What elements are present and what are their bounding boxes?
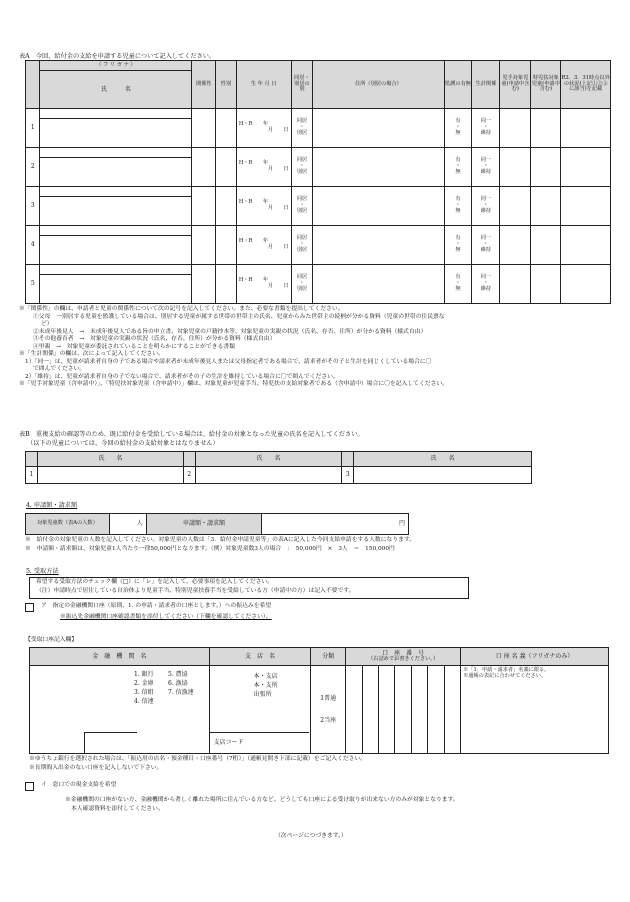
birth-field[interactable] (236, 109, 291, 148)
same-or-separate-field[interactable] (291, 187, 313, 226)
table-b-row-num-3: 3 (342, 467, 354, 484)
tokubetsu-header: 特児扶対象児童(申請中含む) (531, 61, 561, 109)
same-header: 同居・別居の別 (291, 61, 313, 109)
birth-field[interactable] (236, 226, 291, 265)
custody-header: 監護の有無 (444, 61, 472, 109)
monthday-label: 月 日 (267, 244, 289, 250)
yen-unit: 円 (398, 520, 405, 528)
bank-type-option[interactable]: 7. 信漁連 (168, 689, 194, 696)
r3-field[interactable] (561, 226, 611, 265)
note-line: 2）「維持」は、児童が請求者自身の子でない場合で、請求者がその子の生計を維持している場合に〇で囲んでください。 (25, 373, 339, 380)
note-line: ※「関係性」の欄は、申請者と児童の関係性について次の記号を記入してください。また、必要な書類を提出してください。 (19, 306, 344, 312)
table-b-subtitle: （以下の児童については、今回の給付金の支給対象とはなりません） (27, 440, 219, 447)
bank-section-title: 【受取口座記入欄】 (25, 637, 78, 643)
same-option: 同居 (296, 118, 308, 125)
bank-type-option[interactable]: 2. 金庫 (134, 680, 154, 687)
table-a-notes (19, 306, 448, 389)
jidou-field[interactable] (500, 187, 531, 226)
account-digit-7[interactable] (444, 666, 460, 754)
tokubetsu-field[interactable] (531, 187, 561, 226)
era-label: H・R (238, 277, 253, 284)
separate-option: 別居 (296, 168, 308, 175)
livelihood-dot: ・ (483, 280, 489, 287)
custody-yes: 有 (455, 274, 461, 281)
r3-field[interactable] (561, 265, 611, 304)
note-line: で囲んでください。 (33, 366, 86, 373)
custody-field[interactable] (444, 226, 472, 265)
address-field[interactable] (313, 226, 444, 265)
same-dot: ・ (299, 280, 305, 287)
monthday-label: 月 日 (267, 166, 289, 172)
tokubetsu-field[interactable] (531, 109, 561, 148)
account-type-1: 1普通 (320, 695, 337, 702)
bank-type-option[interactable]: 3. 信組 (134, 689, 154, 696)
table-a-row (26, 265, 611, 275)
livelihood-support: 維持 (480, 168, 492, 175)
custody-dot: ・ (455, 163, 461, 170)
child-count-field[interactable] (109, 514, 146, 535)
livelihood-same: 同一 (480, 274, 492, 281)
bank-note-2: ※長期間入出金のない口座を記入しないで下さい。 (29, 765, 163, 771)
year-label: 年 (262, 199, 269, 206)
address-field[interactable] (313, 148, 444, 187)
table-b-name-header-1: 氏 名 (37, 452, 183, 467)
same-or-separate-field[interactable] (291, 226, 313, 265)
relation-field[interactable] (192, 148, 216, 187)
sex-field[interactable] (216, 265, 237, 304)
livelihood-dot: ・ (483, 124, 489, 131)
same-dot: ・ (299, 124, 305, 131)
table-b-name-field-2[interactable] (195, 467, 342, 484)
custody-yes: 有 (455, 118, 461, 125)
same-or-separate-field[interactable] (291, 265, 313, 304)
table-a-row (26, 148, 611, 158)
birth-field[interactable] (236, 187, 291, 226)
note-line: ③その他養育者 → 対象児童の実親の状況（氏名、存否、住所）が分かる資料（様式自由） (33, 336, 276, 343)
note-line: ④里親 → 対象児童が委託されていることを明らかにすることができる書類 (33, 343, 235, 350)
address-field[interactable] (313, 265, 444, 304)
same-option: 同居 (296, 157, 308, 164)
table-b-name-field-1[interactable] (37, 467, 183, 484)
note-line: ※「児手対象児童（含申請中）」、「特児扶対象児童（含申請中）」欄は、対象児童が児童手当、特児扶の支給対象者である（含申請中）場合に〇を記入してください。 (19, 381, 448, 388)
custody-dot: ・ (455, 202, 461, 209)
account-holder-header: 口 座 名 義（フリガナのみ） (461, 648, 609, 666)
child-count-label: 対象児童数（表Aの人数） (26, 514, 110, 535)
child-name-field[interactable] (40, 236, 192, 265)
livelihood-field[interactable] (472, 265, 500, 304)
address-field[interactable] (313, 109, 444, 148)
custody-yes: 有 (455, 157, 461, 164)
era-label: H・R (238, 238, 253, 245)
bank-table (29, 647, 609, 754)
type-header: 分類 (311, 648, 346, 666)
monthday-label: 月 日 (267, 127, 289, 133)
monthday-label: 月 日 (267, 205, 289, 211)
same-dot: ・ (299, 241, 305, 248)
year-label: 年 (262, 238, 269, 245)
note-line: ②未成年後見人 → 未成年後見人である旨の申立書、対象児童の戸籍抄本等、対象児童の実親の状況（氏名、存否、住所）が分かる資料（様式自由） (33, 328, 427, 335)
table-b-name-header-2: 氏 名 (195, 452, 342, 467)
account-digit-3[interactable] (379, 666, 395, 754)
branch-name-header: 支 店 名 (209, 648, 311, 666)
r3-field[interactable] (561, 109, 611, 148)
branch-code-label: 支店コード (213, 739, 244, 746)
account-type-2: 2当座 (320, 716, 337, 724)
table-a-title: 表A 今回、給付金の支給を申請する児童について記入してください。 (19, 53, 216, 60)
note-line: ど） (41, 321, 53, 328)
tokubetsu-field[interactable] (531, 265, 561, 304)
instruction-box (29, 577, 469, 599)
table-b (25, 451, 532, 484)
branch-type-option[interactable]: 本・支店 (253, 673, 278, 680)
custody-field[interactable] (444, 265, 472, 304)
same-option: 同居 (296, 196, 308, 203)
custody-dot: ・ (455, 280, 461, 287)
note-line: ※「生計関係」の欄は、次によって記入してください。 (19, 351, 164, 358)
livelihood-dot: ・ (483, 202, 489, 209)
instruction-line-1: 希望する受取方法のチェック欄（□）に「レ」を記入して、必要事項を記入してください。 (36, 579, 274, 585)
livelihood-support: 維持 (480, 285, 492, 292)
livelihood-dot: ・ (483, 163, 489, 170)
relation-header: 関係性 (192, 61, 216, 109)
furigana-field[interactable] (40, 265, 192, 275)
note-line: 1）「同一」は、児童が請求者自身の子である場合や請求者が未成年後見人または父母指定者である場合で、請求者がその子と生計を同じくしている場合に〇 (25, 358, 432, 365)
account-digit-5[interactable] (411, 666, 427, 754)
account-digit-4[interactable] (395, 666, 411, 754)
holder-note-2: ※通帳の表記に合わせてください。 (463, 672, 547, 679)
bank-note-1: ※ゆうちょ銀行を選択された場合は、「振込用の店名・預金種目・口座番号（7桁）」（通帳見開き下部に記載）をご記入ください。 (29, 756, 367, 762)
custody-field[interactable] (444, 109, 472, 148)
account-number-header (346, 648, 461, 666)
page-footer: （次ページにつづきます。） (275, 833, 347, 839)
account-digit-1[interactable] (346, 666, 362, 754)
custody-dot: ・ (455, 241, 461, 248)
livelihood-field[interactable] (472, 148, 500, 187)
tokubetsu-field[interactable] (531, 148, 561, 187)
sex-field[interactable] (216, 226, 237, 265)
furigana-field[interactable] (40, 187, 192, 197)
child-name-field[interactable] (40, 119, 192, 148)
year-label: 年 (262, 121, 269, 128)
table-b-title: 表B 重複支給の確認等のため、既に給付金を受給している場合は、給付金の対象となった児童の氏名を記入してください。 (19, 431, 364, 438)
option-i-checkbox[interactable] (25, 782, 34, 791)
address-field[interactable] (313, 187, 444, 226)
livelihood-header: 生計関係 (472, 61, 500, 109)
separate-option: 別居 (296, 285, 308, 292)
relation-field[interactable] (192, 187, 216, 226)
sex-header: 性別 (216, 61, 237, 109)
monthday-label: 月 日 (267, 283, 289, 289)
bank-type-option[interactable]: 6. 漁協 (168, 680, 188, 687)
sex-field[interactable] (216, 148, 237, 187)
account-number-label: 口 座 番 号 (382, 649, 425, 657)
jidou-field[interactable] (500, 109, 531, 148)
holder-note-1: ※「1．申請・請求者」名義に限る。 (463, 667, 550, 673)
amount-label: 申請額・請求額 (146, 514, 262, 535)
option-a-note: ※振込先金融機関口座確認書類を添付してください（下欄を確認してください）。 (60, 614, 272, 620)
livelihood-field[interactable] (472, 187, 500, 226)
livelihood-field[interactable] (472, 109, 500, 148)
person-unit: 人 (136, 520, 143, 528)
furigana-field[interactable] (40, 226, 192, 236)
row-number: 4 (26, 226, 40, 265)
name-header: 氏 名 (40, 71, 192, 109)
r3-header: R3．3．31時点以外の状況(上記①②③に該当)を記載 (561, 61, 611, 109)
child-name-field[interactable] (40, 275, 192, 304)
row-number: 2 (26, 148, 40, 187)
child-name-field[interactable] (40, 158, 192, 187)
note-line: ①父母 一別居する児童を監護している場合は、別居する児童が属する世帯の世帯主の氏名、児童からみた世帯主の続柄が分かる資料（児童の世帯の住民票な (33, 313, 445, 320)
birth-header: 生 年 月 日 (236, 61, 291, 109)
bank-name-cell[interactable] (30, 666, 210, 754)
furigana-field[interactable] (40, 148, 192, 158)
furigana-field[interactable] (40, 109, 192, 119)
bank-name-header: 金 融 機 関 名 (30, 648, 210, 666)
custody-no: 無 (455, 168, 461, 175)
separate-option: 別居 (296, 246, 308, 253)
jidou-field[interactable] (500, 148, 531, 187)
birth-field[interactable] (236, 265, 291, 304)
sex-field[interactable] (216, 187, 237, 226)
branch-type-list (254, 672, 278, 699)
table-b-row-num-2: 2 (183, 467, 195, 484)
era-label: H・R (238, 121, 253, 128)
instruction-line-2: （注）申請時点で居住している自治体より児童手当、特別児童扶養手当を受給している方（申請中の方）は記入不要です。 (36, 588, 355, 594)
birth-field[interactable] (236, 148, 291, 187)
custody-yes: 有 (455, 235, 461, 242)
livelihood-same: 同一 (480, 157, 492, 164)
separate-option: 別居 (296, 129, 308, 136)
table-b-name-header-3: 氏 名 (354, 452, 532, 467)
section-5-title: 5. 受取方法 (26, 568, 59, 575)
option-i-note-2: 本人確認資料を添付してください。 (71, 806, 164, 812)
custody-dot: ・ (455, 124, 461, 131)
branch-type-option[interactable]: 本・支所 (253, 682, 278, 689)
year-label: 年 (262, 277, 269, 284)
livelihood-field[interactable] (472, 226, 500, 265)
table-a (25, 60, 611, 304)
custody-no: 無 (455, 207, 461, 214)
bank-type-option[interactable]: 5. 農協 (168, 671, 188, 678)
custody-no: 無 (455, 285, 461, 292)
table-b-row-num-1: 1 (26, 467, 38, 484)
same-or-separate-field[interactable] (291, 148, 313, 187)
account-digit-6[interactable] (428, 666, 444, 754)
same-option: 同居 (296, 274, 308, 281)
r3-field[interactable] (561, 187, 611, 226)
separate-option: 別居 (296, 207, 308, 214)
account-number-subtitle: （右詰めでお書きください。） (368, 656, 439, 663)
custody-no: 無 (455, 129, 461, 136)
amount-table (25, 513, 409, 535)
sex-field[interactable] (216, 109, 237, 148)
section-4-note-2: ※ 申請額・請求額は、対象児童1人当たり一律50,000円となります。（例）対象児童数3人の場合 ： 50,000円 × 3人 ＝ 150,000円 (25, 546, 395, 552)
jidou-field[interactable] (500, 265, 531, 304)
livelihood-support: 維持 (480, 207, 492, 214)
livelihood-same: 同一 (480, 118, 492, 125)
bank-type-option[interactable]: 1. 銀行 (134, 671, 154, 678)
custody-no: 無 (455, 246, 461, 253)
era-label: H・R (238, 199, 253, 206)
custody-field[interactable] (444, 148, 472, 187)
year-label: 年 (262, 160, 269, 167)
relation-field[interactable] (192, 109, 216, 148)
option-i-label: イ 窓口での現金支給を希望 (41, 782, 117, 788)
table-b-name-field-3[interactable] (354, 467, 532, 484)
option-a-label: ア 指定の金融機関口座（原則、1. の申請・請求者の口座とします。）への振込みを希望 (41, 603, 272, 609)
jidou-field[interactable] (500, 226, 531, 265)
address-header: 住所（別居の場合） (313, 61, 444, 109)
account-holder-cell[interactable] (461, 666, 609, 754)
table-a-row (26, 109, 611, 119)
row-number: 5 (26, 265, 40, 304)
section-4-note-1: ※ 給付金の対象児童の人数を記入してください。対象児童の人数は「3．給付金申請児童等」の表Aに記入した今回支給申請をする人数になります。 (25, 537, 416, 543)
option-i-note-1: ※金融機関の口座がない方、金融機関から著しく離れた場所に住んでいる方など、どうしても口座による受け取りが出来ない方のみが対象となります。 (65, 797, 459, 803)
era-label: H・R (238, 160, 253, 167)
same-dot: ・ (299, 202, 305, 209)
livelihood-dot: ・ (483, 241, 489, 248)
account-type-cell[interactable] (311, 666, 346, 754)
tokubetsu-field[interactable] (531, 226, 561, 265)
child-name-field[interactable] (40, 197, 192, 226)
r3-field[interactable] (561, 148, 611, 187)
table-a-row (26, 226, 611, 236)
section-4-title: 4. 申請額・請求額 (26, 502, 78, 509)
custody-yes: 有 (455, 196, 461, 203)
livelihood-same: 同一 (480, 196, 492, 203)
custody-field[interactable] (444, 187, 472, 226)
table-a-row (26, 187, 611, 197)
option-a-checkbox[interactable] (25, 603, 34, 612)
relation-field[interactable] (192, 265, 216, 304)
amount-field[interactable] (262, 514, 409, 535)
branch-type-option[interactable]: 出張所 (253, 691, 272, 698)
livelihood-support: 維持 (480, 129, 492, 136)
row-number: 1 (26, 109, 40, 148)
relation-field[interactable] (192, 226, 216, 265)
same-or-separate-field[interactable] (291, 109, 313, 148)
row-number: 3 (26, 187, 40, 226)
bank-type-option[interactable]: 4. 信連 (134, 698, 154, 705)
same-dot: ・ (299, 163, 305, 170)
livelihood-support: 維持 (480, 246, 492, 253)
livelihood-same: 同一 (480, 235, 492, 242)
account-digit-2[interactable] (362, 666, 378, 754)
furigana-header: （ フ リ ガ ナ ） (40, 61, 192, 71)
jidou-header: 児手対象児童(申請中含む) (500, 61, 531, 109)
branch-name-cell[interactable] (209, 666, 311, 754)
same-option: 同居 (296, 235, 308, 242)
